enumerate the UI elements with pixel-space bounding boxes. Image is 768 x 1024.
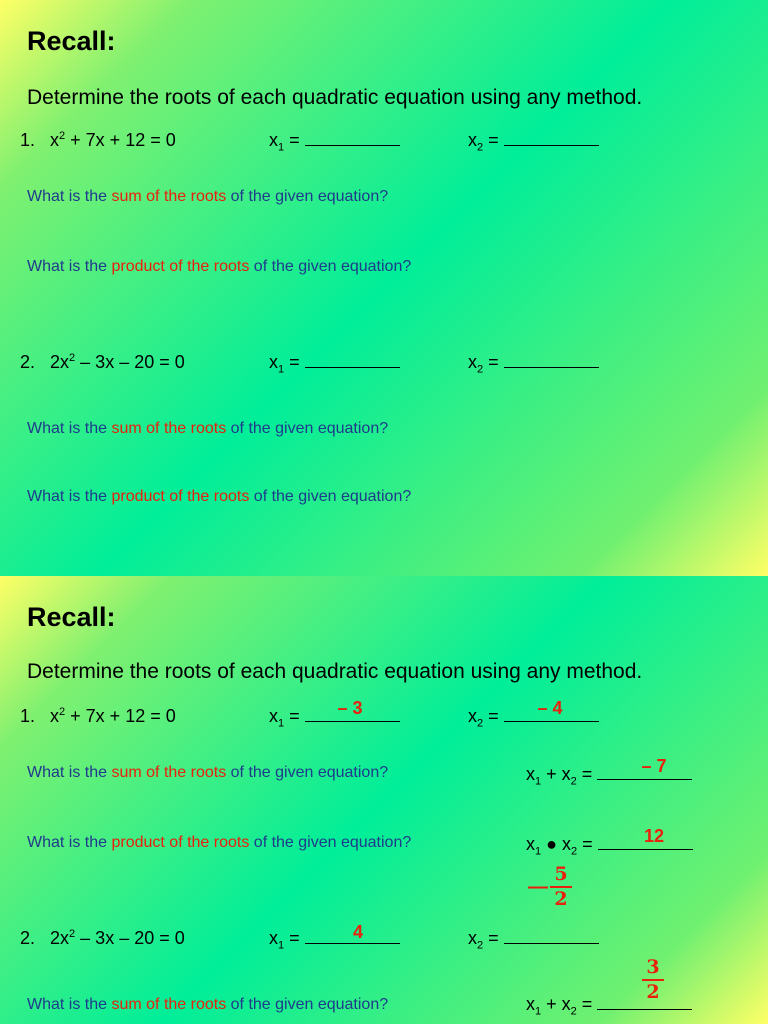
question-text: of the given equation? (226, 764, 389, 781)
instruction-text: Determine the roots of each quadratic equation using any method. (27, 86, 643, 109)
sum-answer-field (526, 994, 692, 1018)
x1-answer-field (269, 352, 400, 376)
problem-number: 1. (20, 130, 36, 150)
exponent: 2 (69, 352, 76, 364)
question-text: of the given equation? (226, 420, 389, 437)
equation-var: x (50, 130, 60, 150)
question-text: What is the (27, 488, 112, 505)
subscript: 1 (535, 775, 542, 788)
x2-answer-field (468, 130, 599, 154)
question-product-of-roots (27, 834, 411, 852)
question-text: of the given equation? (226, 188, 389, 205)
question-sum-of-roots (27, 188, 388, 206)
x1-answer-value: 4 (352, 922, 363, 942)
fraction-numerator: 3 (646, 956, 660, 978)
equation-rest: + 7x + 12 = 0 (65, 706, 176, 726)
problem-2-equation (20, 928, 185, 949)
var-x: x (468, 130, 477, 150)
answer-blank (504, 942, 599, 944)
question-text: What is the (27, 764, 112, 781)
subscript: 1 (278, 939, 285, 952)
equation-rest: + 7x + 12 = 0 (65, 130, 176, 150)
var-x: x (269, 130, 278, 150)
equals: = (284, 928, 305, 948)
question-text: What is the (27, 996, 112, 1013)
operator: ● x (541, 834, 571, 854)
equals: = (483, 352, 504, 372)
x1-answer-value: – 3 (337, 698, 363, 718)
x2-answer-field (468, 928, 599, 952)
var-x: x (468, 706, 477, 726)
subscript: 2 (477, 717, 484, 730)
question-text: What is the (27, 188, 112, 205)
slide-title: Recall: (27, 602, 116, 632)
problem-number: 2. (20, 352, 36, 372)
equals: = (576, 764, 598, 784)
equation-var: 2x (50, 928, 70, 948)
answer-blank (305, 144, 400, 146)
var-x: x (468, 352, 477, 372)
highlight-text: product of the roots (111, 488, 250, 505)
question-product-of-roots (27, 488, 411, 506)
equals: = (284, 706, 305, 726)
answer-blank (504, 720, 599, 722)
question-sum-of-roots (27, 764, 388, 782)
fraction-denominator: 2 (646, 981, 660, 1003)
equation-var: 2x (50, 352, 70, 372)
highlight-text: product of the roots (111, 258, 250, 275)
subscript: 2 (477, 363, 484, 376)
highlight-text: sum of the roots (111, 188, 227, 205)
instruction-text: Determine the roots of each quadratic equation using any method. (27, 660, 643, 683)
subscript: 1 (535, 845, 542, 858)
subscript: 1 (535, 1005, 542, 1018)
equation-var: x (50, 706, 60, 726)
question-text: of the given equation? (249, 488, 412, 505)
sum-answer-fraction (642, 957, 664, 1003)
answer-blank (598, 848, 693, 850)
highlight-text: sum of the roots (111, 996, 227, 1013)
answer-blank (504, 366, 599, 368)
subscript: 2 (570, 775, 577, 788)
highlight-text: product of the roots (111, 834, 250, 851)
question-text: of the given equation? (226, 996, 389, 1013)
question-text: What is the (27, 420, 112, 437)
var-x: x (526, 764, 535, 784)
exponent: 2 (59, 706, 66, 718)
x1-answer-field (269, 130, 400, 154)
question-product-of-roots (27, 258, 411, 276)
problem-2-equation (20, 352, 185, 373)
var-x: x (269, 928, 278, 948)
problem-1-equation (20, 130, 176, 151)
subscript: 1 (278, 141, 285, 154)
var-x: x (526, 994, 535, 1014)
exponent: 2 (59, 130, 66, 142)
var-x: x (269, 352, 278, 372)
fraction-denominator: 2 (554, 888, 568, 910)
subscript: 1 (278, 363, 285, 376)
question-sum-of-roots (27, 996, 388, 1014)
question-text: of the given equation? (249, 258, 412, 275)
subscript: 2 (477, 141, 484, 154)
question-text: of the given equation? (249, 834, 412, 851)
equals: = (483, 928, 504, 948)
equals: = (577, 834, 598, 854)
equation-rest: – 3x – 20 = 0 (75, 352, 185, 372)
problem-number: 1. (20, 706, 36, 726)
answer-blank (305, 720, 400, 722)
answer-blank (504, 144, 599, 146)
answer-blank (305, 366, 400, 368)
fraction-numerator: 5 (554, 863, 568, 885)
question-sum-of-roots (27, 420, 388, 438)
answer-blank (597, 778, 692, 780)
equals: = (483, 706, 504, 726)
operator: + x (541, 764, 571, 784)
operator: + x (541, 994, 571, 1014)
x2-answer-value: – 4 (537, 698, 563, 718)
var-x: x (526, 834, 535, 854)
product-answer-value: 12 (643, 826, 665, 846)
highlight-text: sum of the roots (111, 764, 227, 781)
var-x: x (468, 928, 477, 948)
slide-2 (0, 576, 768, 1024)
var-x: x (269, 706, 278, 726)
subscript: 2 (477, 939, 484, 952)
exponent: 2 (69, 928, 76, 940)
question-text: What is the (27, 258, 112, 275)
x2-answer-minus: — (528, 876, 548, 898)
problem-number: 2. (20, 928, 36, 948)
subscript: 1 (278, 717, 285, 730)
answer-blank (597, 1008, 692, 1010)
equals: = (284, 130, 305, 150)
subscript: 2 (571, 845, 578, 858)
x2-answer-fraction (550, 864, 572, 910)
x2-answer-field (468, 352, 599, 376)
equals: = (483, 130, 504, 150)
subscript: 2 (570, 1005, 577, 1018)
equation-rest: – 3x – 20 = 0 (75, 928, 185, 948)
equals: = (284, 352, 305, 372)
equals: = (576, 994, 598, 1014)
sum-answer-value: – 7 (641, 756, 667, 776)
highlight-text: sum of the roots (111, 420, 227, 437)
question-text: What is the (27, 834, 112, 851)
slide-title: Recall: (27, 26, 116, 56)
problem-1-equation (20, 706, 176, 727)
